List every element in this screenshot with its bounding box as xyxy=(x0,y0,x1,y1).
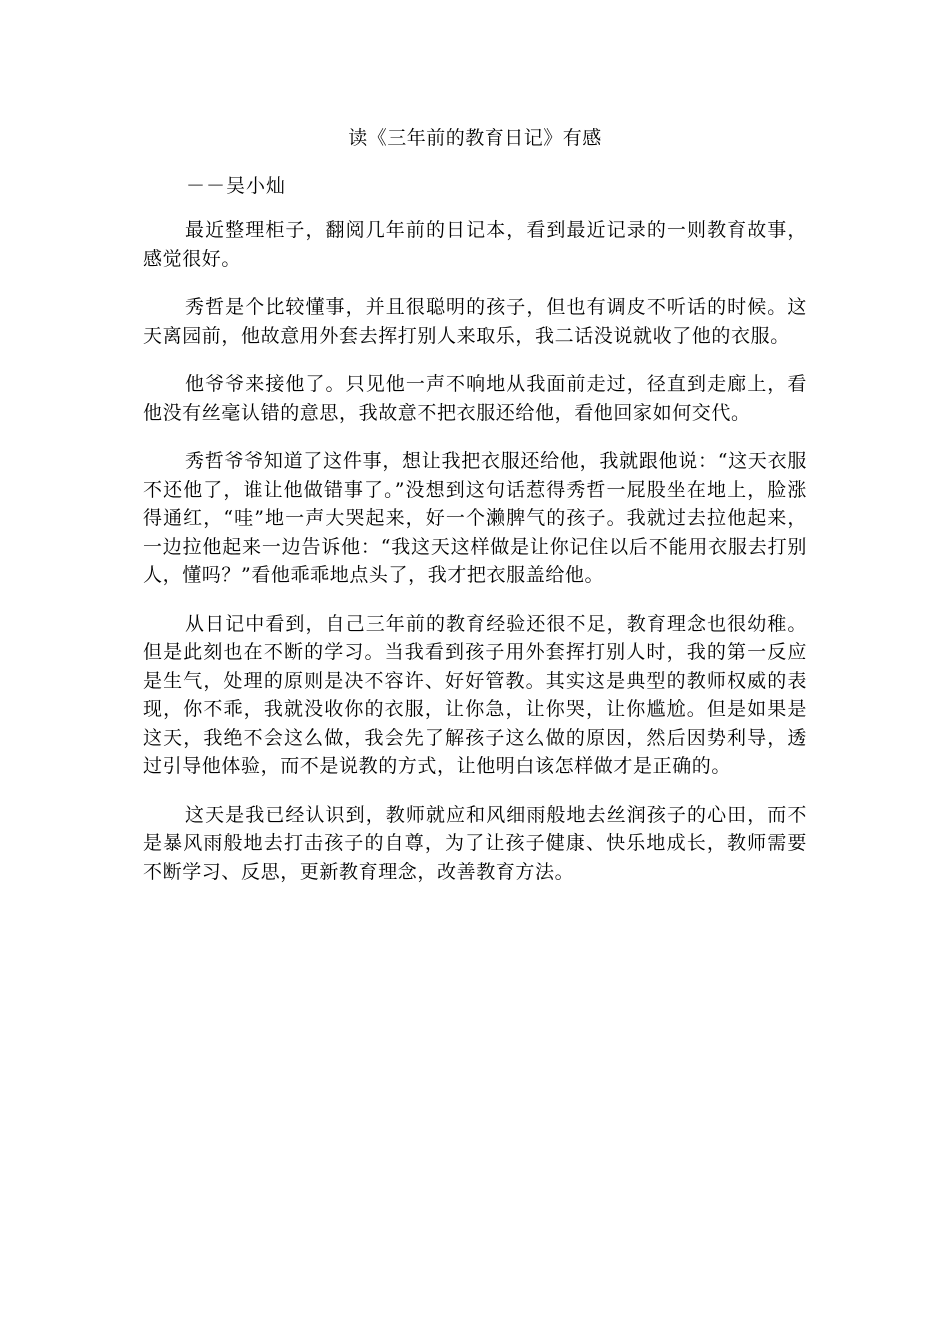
paragraph-6: 这天是我已经认识到，教师就应和风细雨般地去丝润孩子的心田，而不是暴风雨般地去打击孩子的自尊，为了让孩子健康、快乐地成长，教师需要不断学习、反思，更新教育理念，改善教育方法。 xyxy=(143,803,807,883)
document-body xyxy=(143,216,807,906)
paragraph-4: 秀哲爷爷知道了这件事，想让我把衣服还给他，我就跟他说：“这天衣服不还他了，谁让他做错事了。”没想到这句话惹得秀哲一屁股坐在地上，脸涨得通红，“哇”地一声大哭起来，好一个濑脾气的孩子。我就过去拉他起来，一边拉他起来一边告诉他：“我这天这样做是让你记住以后不能用衣服去打别人，懂吗？”看他乖乖地点头了，我才把衣服盖给他。 xyxy=(143,450,807,586)
paragraph-3: 他爷爷来接他了。只见他一声不响地从我面前走过，径直到走廊上，看他没有丝毫认错的意思，我故意不把衣服还给他，看他回家如何交代。 xyxy=(143,373,807,424)
paragraph-2: 秀哲是个比较懂事，并且很聪明的孩子，但也有调皮不听话的时候。这天离园前，他故意用外套去挥打别人来取乐，我二话没说就收了他的衣服。 xyxy=(143,296,807,347)
paragraph-1: 最近整理柜子，翻阅几年前的日记本，看到最近记录的一则教育故事，感觉很好。 xyxy=(143,219,807,270)
document-title: 读《三年前的教育日记》有感 xyxy=(348,127,602,149)
paragraph-5: 从日记中看到，自己三年前的教育经验还很不足，教育理念也很幼稚。但是此刻也在不断的学习。当我看到孩子用外套挥打别人时，我的第一反应是生气，处理的原则是决不容许、好好管教。其实这是典型的教师权威的表现，你不乖，我就没收你的衣服，让你急，让你哭，让你尴尬。但是如果是这天，我绝不会这么做，我会先了解孩子这么做的原因，然后因势利导，透过引导他体验，而不是说教的方式，让他明白该怎样做才是正确的。 xyxy=(143,612,807,777)
document-author: －－吴小灿 xyxy=(186,175,287,197)
